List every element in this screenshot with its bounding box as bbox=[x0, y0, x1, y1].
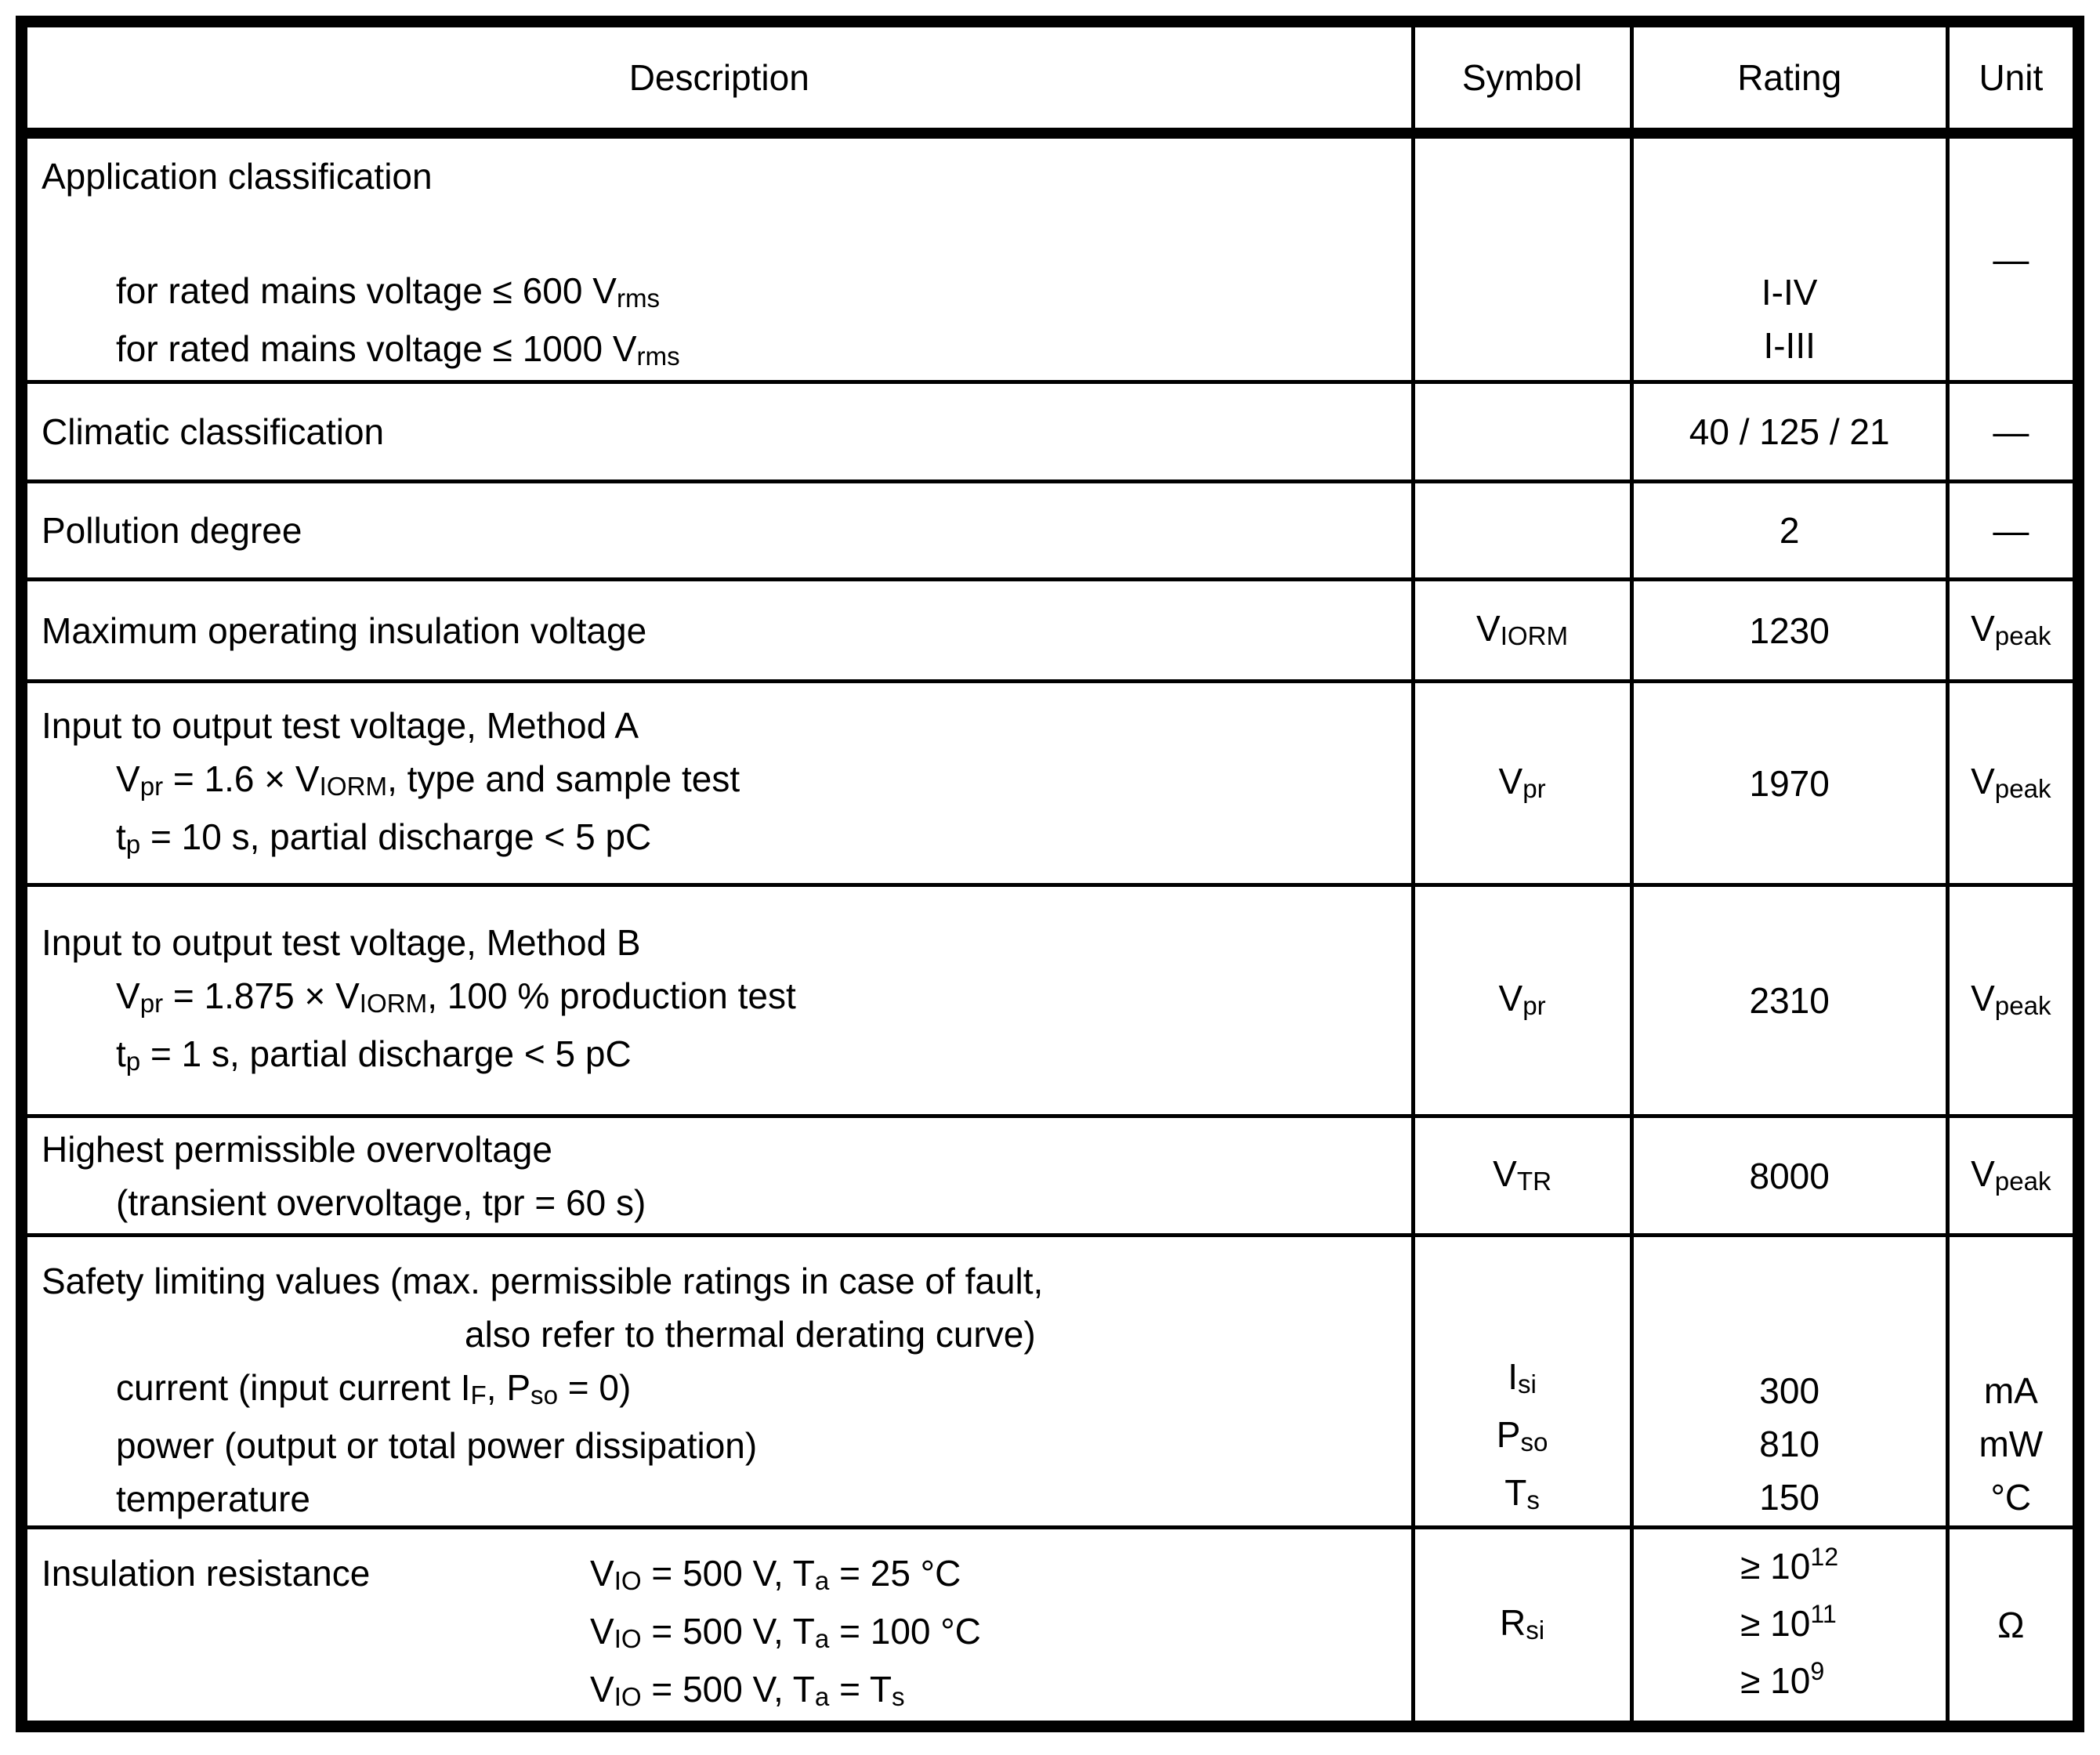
unit-value: Vpeak bbox=[1971, 760, 2051, 804]
unit-cell bbox=[1947, 482, 2078, 580]
description-line: for rated mains voltage ≤ 1000 Vrms bbox=[116, 328, 680, 372]
insulation-ratings-table bbox=[16, 16, 2084, 1732]
symbol-value: Rsi bbox=[1500, 1602, 1545, 1646]
rating-value: ≥ $10^9$ bbox=[1740, 1657, 1825, 1701]
unit-value: — bbox=[1993, 411, 2029, 452]
symbol-cell bbox=[1413, 1116, 1631, 1236]
rating-value: 40 / 125 / 21 bbox=[1689, 411, 1890, 452]
symbol-cell bbox=[1413, 133, 1631, 382]
rating-value: 8000 bbox=[1749, 1155, 1830, 1196]
rating-cell bbox=[1631, 382, 1947, 482]
unit-cell bbox=[1947, 382, 2078, 482]
unit-value: mW bbox=[1979, 1424, 2044, 1464]
description-line: for rated mains voltage ≤ 600 Vrms bbox=[116, 270, 661, 314]
rating-stack bbox=[1740, 1540, 1838, 1711]
row-highest-permissible-overvoltage bbox=[22, 1116, 2079, 1236]
row-application-classification bbox=[22, 133, 2079, 382]
unit-cell bbox=[1947, 1528, 2078, 1727]
rating-cell bbox=[1631, 482, 1947, 580]
description-cell bbox=[22, 382, 1414, 482]
row-test-voltage-method-b bbox=[22, 885, 2079, 1116]
description-cell bbox=[22, 682, 1414, 885]
description-line: Input to output test voltage, Method A bbox=[42, 704, 639, 746]
unit-value: — bbox=[1993, 510, 2029, 551]
symbol-cell bbox=[1413, 885, 1631, 1116]
rating-value: 2310 bbox=[1749, 980, 1830, 1021]
description-line: (transient overvoltage, tpr = 60 s) bbox=[116, 1181, 646, 1223]
description-line: Vpr = 1.6 × VIORM, type and sample test bbox=[116, 758, 740, 802]
symbol-value: VIORM bbox=[1476, 607, 1569, 651]
unit-cell bbox=[1947, 885, 2078, 1116]
description-line: Application classification bbox=[42, 156, 433, 197]
description-line: Safety limiting values (max. permissible ratings in case of fault, bbox=[42, 1261, 1044, 1301]
description-line: Vpr = 1.875 × VIORM, 100 % production test bbox=[116, 975, 796, 1019]
description-line: Climatic classification bbox=[42, 411, 385, 452]
description-line: Pollution degree bbox=[42, 510, 302, 551]
row-safety-limiting-values bbox=[22, 1236, 2079, 1528]
rating-cell bbox=[1631, 580, 1947, 682]
description-line: tp = 10 s, partial discharge < 5 pC bbox=[116, 816, 652, 859]
rating-value: 150 bbox=[1759, 1477, 1820, 1518]
unit-cell bbox=[1947, 580, 2078, 682]
unit-value: Ω bbox=[1997, 1605, 2025, 1645]
description-line: power (output or total power dissipation) bbox=[116, 1425, 758, 1466]
row-climatic-classification bbox=[22, 382, 2079, 482]
unit-cell bbox=[1947, 682, 2078, 885]
description-cell bbox=[22, 1236, 1414, 1528]
unit-value: Vpeak bbox=[1971, 978, 2051, 1022]
symbol-value: Pso bbox=[1496, 1414, 1548, 1458]
condition-list bbox=[590, 1547, 981, 1721]
description-line: Highest permissible overvoltage bbox=[42, 1128, 552, 1170]
unit-value: mA bbox=[1983, 1370, 2038, 1411]
description-line: also refer to thermal derating curve) bbox=[465, 1314, 1036, 1355]
description-line: temperature bbox=[116, 1478, 311, 1519]
unit-value: — bbox=[1993, 239, 2029, 280]
unit-value: Vpeak bbox=[1971, 607, 2051, 651]
rating-cell bbox=[1631, 133, 1947, 382]
description-line: Insulation resistance bbox=[42, 1553, 371, 1594]
symbol-value: Ts bbox=[1504, 1472, 1540, 1516]
description-cell bbox=[22, 133, 1414, 382]
header-symbol: Symbol bbox=[1413, 22, 1631, 134]
symbol-cell bbox=[1413, 482, 1631, 580]
unit-cell bbox=[1947, 1236, 2078, 1528]
description-cell bbox=[22, 482, 1414, 580]
condition-line: VIO = 500 V, Ta = 25 °C bbox=[590, 1553, 961, 1597]
rating-cell bbox=[1631, 1528, 1947, 1727]
description-cell bbox=[22, 885, 1414, 1116]
row-maximum-operating-insulation-voltage bbox=[22, 580, 2079, 682]
rating-value: 2 bbox=[1779, 510, 1800, 551]
rating-value: 1230 bbox=[1749, 610, 1830, 651]
rating-value: ≥ $10^{12}$ bbox=[1740, 1543, 1839, 1587]
row-insulation-resistance bbox=[22, 1528, 2079, 1727]
rating-value: 300 bbox=[1759, 1370, 1820, 1411]
rating-value: ≥ $10^{11}$ bbox=[1740, 1600, 1837, 1644]
rating-cell bbox=[1631, 1236, 1947, 1528]
rating-cell bbox=[1631, 885, 1947, 1116]
unit-cell bbox=[1947, 1116, 2078, 1236]
row-pollution-degree bbox=[22, 482, 2079, 580]
symbol-cell bbox=[1413, 580, 1631, 682]
unit-value: °C bbox=[1990, 1477, 2032, 1518]
description-cell bbox=[22, 580, 1414, 682]
rating-value: 1970 bbox=[1749, 762, 1830, 804]
unit-value: Vpeak bbox=[1971, 1153, 2051, 1196]
header-rating: Rating bbox=[1631, 22, 1947, 134]
header-unit: Unit bbox=[1947, 22, 2078, 134]
symbol-value: Isi bbox=[1508, 1356, 1537, 1400]
description-cell bbox=[22, 1116, 1414, 1236]
description-cell bbox=[22, 1528, 1414, 1727]
unit-cell bbox=[1947, 133, 2078, 382]
description-line: current (input current IF, Pso = 0) bbox=[116, 1367, 632, 1411]
rating-value: I-IV bbox=[1761, 272, 1818, 313]
symbol-cell bbox=[1413, 1236, 1631, 1528]
condition-line: VIO = 500 V, Ta = Ts bbox=[590, 1669, 905, 1713]
description-line: Input to output test voltage, Method B bbox=[42, 922, 641, 963]
symbol-value: VTR bbox=[1493, 1153, 1551, 1196]
symbol-cell bbox=[1413, 682, 1631, 885]
header-description: Description bbox=[22, 22, 1414, 134]
table-header bbox=[22, 22, 2079, 134]
rating-cell bbox=[1631, 1116, 1947, 1236]
symbol-value: Vpr bbox=[1498, 760, 1546, 804]
symbol-value: Vpr bbox=[1498, 978, 1546, 1022]
rating-cell bbox=[1631, 682, 1947, 885]
spacer bbox=[42, 203, 1405, 264]
description-line: tp = 1 s, partial discharge < 5 pC bbox=[116, 1033, 632, 1077]
rating-value: 810 bbox=[1759, 1424, 1820, 1464]
symbol-cell bbox=[1413, 1528, 1631, 1727]
symbol-cell bbox=[1413, 382, 1631, 482]
description-line: Maximum operating insulation voltage bbox=[42, 610, 647, 651]
rating-value: I-III bbox=[1763, 325, 1816, 366]
row-test-voltage-method-a bbox=[22, 682, 2079, 885]
condition-line: VIO = 500 V, Ta = 100 °C bbox=[590, 1611, 981, 1655]
